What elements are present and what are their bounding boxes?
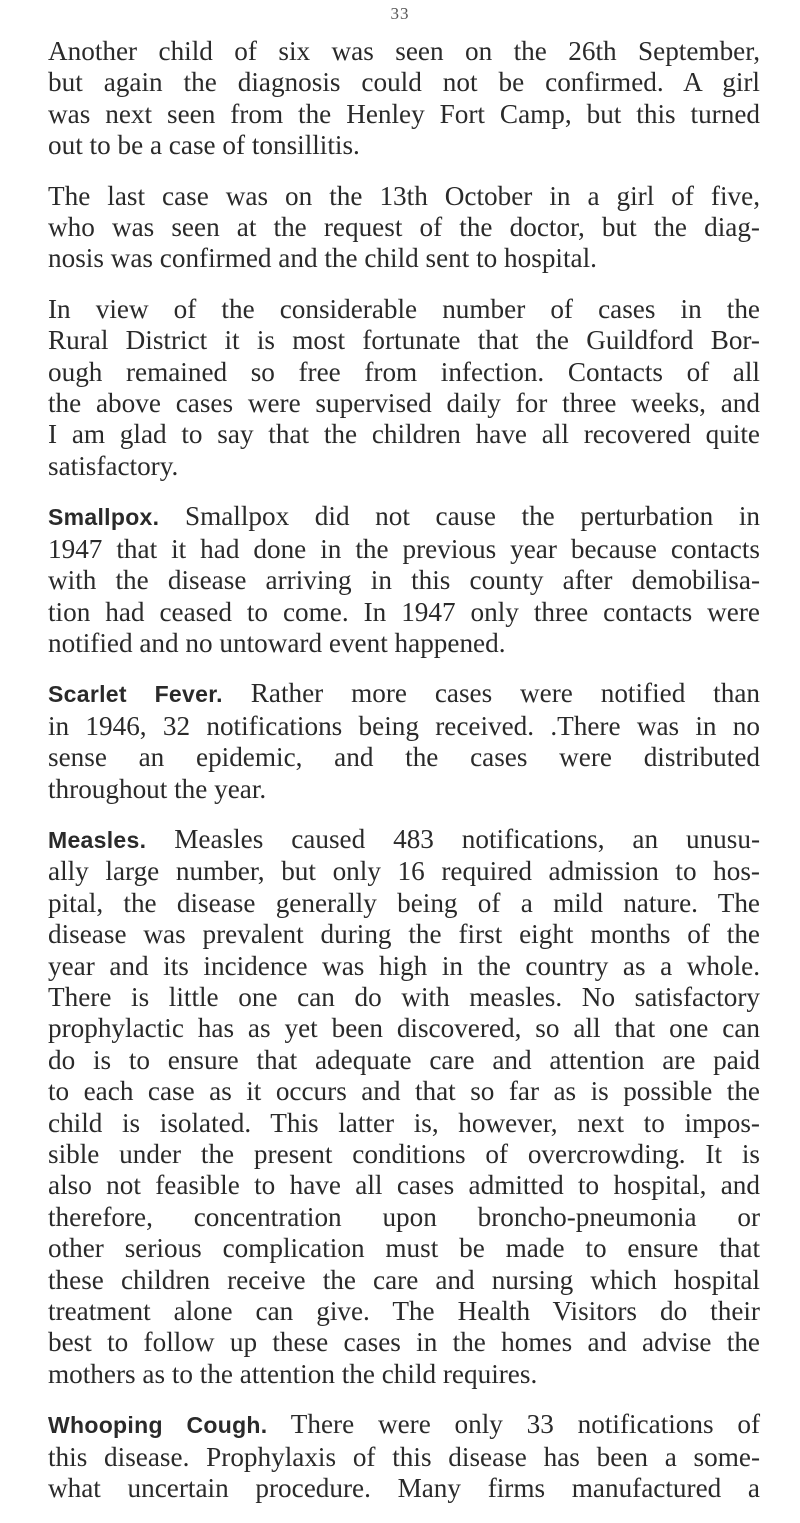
text-line: tion had ceased to come. In 1947 only three contacts were — [48, 596, 760, 627]
text-line: I am glad to say that the children have all recovered quite — [48, 419, 760, 450]
page-number: 33 — [390, 4, 410, 23]
text-run: There were only 33 notifications of — [267, 1409, 760, 1440]
text-run: Measles caused 483 notifications, an unusu- — [146, 823, 760, 854]
text-line: who was seen at the request of the doctor, but the diag- — [48, 212, 760, 243]
text-line: with the disease arriving in this county after demobilisa- — [48, 565, 760, 596]
text-line: in 1946, 32 notifications being received. .There was in no — [48, 710, 760, 741]
text-line: child is isolated. This latter is, however, next to impos- — [48, 1107, 760, 1138]
text-line: Another child of six was seen on the 26th September, — [48, 36, 760, 66]
text-line: but again the diagnosis could not be confirmed. A girl — [48, 67, 760, 98]
text-line: pital, the disease generally being of a mild nature. The — [48, 887, 760, 918]
text-line: disease was prevalent during the first eight months of the — [48, 919, 760, 950]
section-heading-measles: Measles. — [48, 826, 147, 853]
text-line: do is to ensure that adequate care and attention are paid — [48, 1044, 760, 1075]
paragraph-child-of-six — [48, 36, 760, 162]
text-line: these children receive the care and nursing which hospital — [48, 1264, 760, 1295]
text-line — [48, 1409, 760, 1441]
section-smallpox — [48, 501, 760, 659]
text-line: also not feasible to have all cases admitted to hospital, and — [48, 1170, 760, 1201]
text-line: what uncertain procedure. Many firms manufactured a — [48, 1473, 760, 1504]
text-run: Rather more cases were notified than — [222, 678, 760, 709]
text-line: satisfactory. — [48, 450, 179, 481]
text-line: throughout the year. — [48, 773, 267, 804]
text-line: out to be a case of tonsillitis. — [48, 130, 360, 161]
text-line: therefore, concentration upon broncho-pneumonia or — [48, 1201, 760, 1232]
text-line: notified and no untoward event happened. — [48, 627, 506, 658]
text-line: ally large number, but only 16 required admission to hos- — [48, 856, 760, 887]
paragraph-guildford-borough — [48, 294, 760, 482]
text-line: was next seen from the Henley Fort Camp, but this turned — [48, 98, 760, 129]
section-scarlet-fever — [48, 678, 760, 805]
text-line: sense an epidemic, and the cases were distributed — [48, 742, 760, 773]
text-line: nosis was confirmed and the child sent to hospital. — [48, 243, 597, 274]
text-line: Rural District it is most fortunate that the Guildford Bor- — [48, 325, 760, 356]
text-line: There is little one can do with measles. No satisfactory — [48, 981, 760, 1012]
text-line: treatment alone can give. The Health Visitors do their — [48, 1296, 760, 1327]
text-run: Smallpox did not cause the perturbation in — [159, 501, 760, 532]
text-line: to each case as it occurs and that so far as is possible the — [48, 1076, 760, 1107]
text-line: other serious complication must be made to ensure that — [48, 1233, 760, 1264]
text-line: 1947 that it had done in the previous year because contacts — [48, 533, 760, 564]
document-body — [48, 36, 760, 1523]
text-line — [48, 501, 760, 533]
text-line: mothers as to the attention the child requires. — [48, 1358, 538, 1389]
text-line: sible under the present conditions of overcrowding. It is — [48, 1139, 760, 1169]
section-whooping-cough — [48, 1409, 760, 1504]
paragraph-last-case — [48, 181, 760, 275]
text-line: year and its incidence was high in the country as a whole. — [48, 950, 760, 981]
section-heading-whooping-cough: Whooping Cough. — [48, 1412, 268, 1439]
section-measles — [48, 824, 760, 1390]
section-heading-smallpox: Smallpox. — [48, 504, 160, 531]
text-line: The last case was on the 13th October in a girl of five, — [48, 180, 760, 211]
text-line: the above cases were supervised daily for three weeks, and — [48, 388, 760, 419]
text-line: this disease. Prophylaxis of this disease has been a some- — [48, 1441, 760, 1472]
text-line — [48, 678, 760, 710]
text-line: prophylactic has as yet been discovered, so all that one can — [48, 1013, 760, 1044]
text-line — [48, 824, 760, 856]
text-line: ough remained so free from infection. Contacts of all — [48, 356, 760, 387]
section-heading-scarlet-fever: Scarlet Fever. — [48, 681, 223, 708]
text-line: In view of the considerable number of cases in the — [48, 293, 760, 324]
text-line: best to follow up these cases in the homes and advise the — [48, 1327, 760, 1358]
